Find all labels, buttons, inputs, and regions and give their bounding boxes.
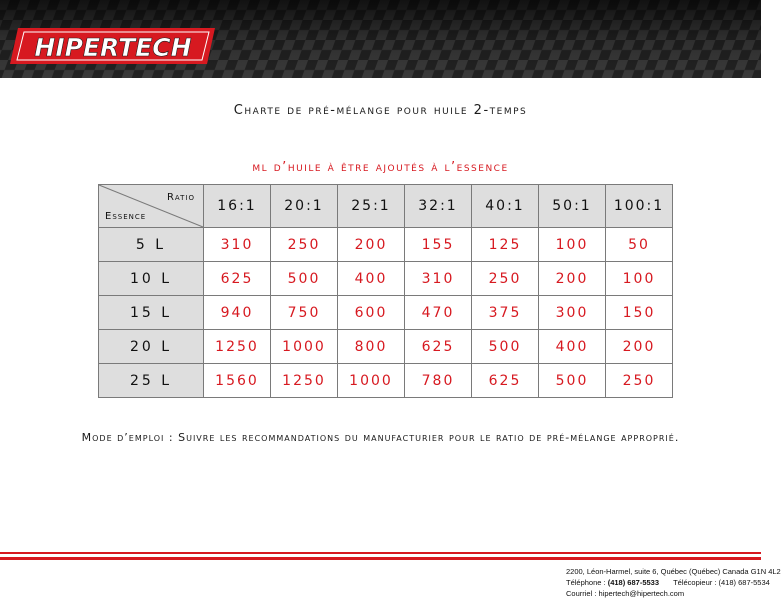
table-header-row [99, 185, 673, 228]
fax-label: Télécopieur : [673, 578, 717, 587]
table-row [99, 296, 673, 330]
contact-block [566, 566, 781, 599]
oil-amount-cell: 200 [606, 330, 673, 364]
oil-amount-cell: 1000 [338, 364, 405, 398]
oil-amount-cell: 1250 [271, 364, 338, 398]
oil-amount-cell: 625 [472, 364, 539, 398]
header-banner [0, 0, 761, 78]
essence-label: Essence [105, 211, 147, 222]
page-title: Charte de pré-mélange pour huile 2-temps [233, 103, 528, 118]
ratio-column-header: 32:1 [405, 185, 472, 228]
table-row [99, 364, 673, 398]
premix-table [98, 184, 673, 398]
email-link[interactable]: hipertech@hipertech.com [598, 589, 685, 598]
ratio-label: Ratio [166, 192, 195, 203]
oil-amount-cell: 940 [204, 296, 271, 330]
ratio-column-header: 25:1 [338, 185, 405, 228]
phone-label: Téléphone : [566, 578, 606, 587]
table-subtitle: ml d’huile à être ajoutés à l’essence [252, 160, 509, 175]
fax-number: (418) 687-5534 [718, 578, 770, 587]
ratio-column-header: 50:1 [539, 185, 606, 228]
volume-row-header: 10 L [99, 262, 204, 296]
oil-amount-cell: 400 [338, 262, 405, 296]
ratio-column-header: 100:1 [606, 185, 673, 228]
oil-amount-cell: 310 [204, 228, 271, 262]
oil-amount-cell: 1250 [204, 330, 271, 364]
oil-amount-cell: 300 [539, 296, 606, 330]
table-row [99, 228, 673, 262]
table-row [99, 262, 673, 296]
ratio-column-header: 20:1 [271, 185, 338, 228]
oil-amount-cell: 50 [606, 228, 673, 262]
table-corner-cell [99, 185, 204, 228]
oil-amount-cell: 500 [271, 262, 338, 296]
oil-amount-cell: 500 [472, 330, 539, 364]
oil-amount-cell: 125 [472, 228, 539, 262]
oil-amount-cell: 750 [271, 296, 338, 330]
ratio-column-header: 16:1 [204, 185, 271, 228]
oil-amount-cell: 150 [606, 296, 673, 330]
svg-text:HIPERTECH: HIPERTECH [34, 33, 192, 62]
contact-address: 2200, Léon-Harmel, suite 6, Québec (Québec) Canada G1N 4L2 [566, 567, 781, 576]
oil-amount-cell: 400 [539, 330, 606, 364]
oil-amount-cell: 310 [405, 262, 472, 296]
oil-amount-cell: 375 [472, 296, 539, 330]
oil-amount-cell: 600 [338, 296, 405, 330]
oil-amount-cell: 200 [338, 228, 405, 262]
oil-amount-cell: 625 [204, 262, 271, 296]
oil-amount-cell: 250 [271, 228, 338, 262]
footer-divider [0, 552, 761, 554]
footer-divider [0, 557, 761, 560]
contact-phone-line [566, 577, 781, 588]
contact-email-line [566, 588, 781, 599]
oil-amount-cell: 1000 [271, 330, 338, 364]
oil-amount-cell: 100 [539, 228, 606, 262]
oil-amount-cell: 1560 [204, 364, 271, 398]
oil-amount-cell: 250 [606, 364, 673, 398]
phone-number: (418) 687-5533 [607, 578, 660, 587]
usage-instructions: Mode d’emploi : Suivre les recommandations du manufacturier pour le ratio de pré-mélange approprié. [81, 431, 680, 444]
oil-amount-cell: 625 [405, 330, 472, 364]
hipertech-logo [10, 26, 215, 66]
volume-row-header: 20 L [99, 330, 204, 364]
volume-row-header: 25 L [99, 364, 204, 398]
oil-amount-cell: 500 [539, 364, 606, 398]
oil-amount-cell: 200 [539, 262, 606, 296]
oil-amount-cell: 800 [338, 330, 405, 364]
oil-amount-cell: 155 [405, 228, 472, 262]
oil-amount-cell: 250 [472, 262, 539, 296]
email-label: Courriel : [566, 589, 597, 598]
oil-amount-cell: 470 [405, 296, 472, 330]
oil-amount-cell: 100 [606, 262, 673, 296]
volume-row-header: 15 L [99, 296, 204, 330]
volume-row-header: 5 L [99, 228, 204, 262]
oil-amount-cell: 780 [405, 364, 472, 398]
table-row [99, 330, 673, 364]
ratio-column-header: 40:1 [472, 185, 539, 228]
